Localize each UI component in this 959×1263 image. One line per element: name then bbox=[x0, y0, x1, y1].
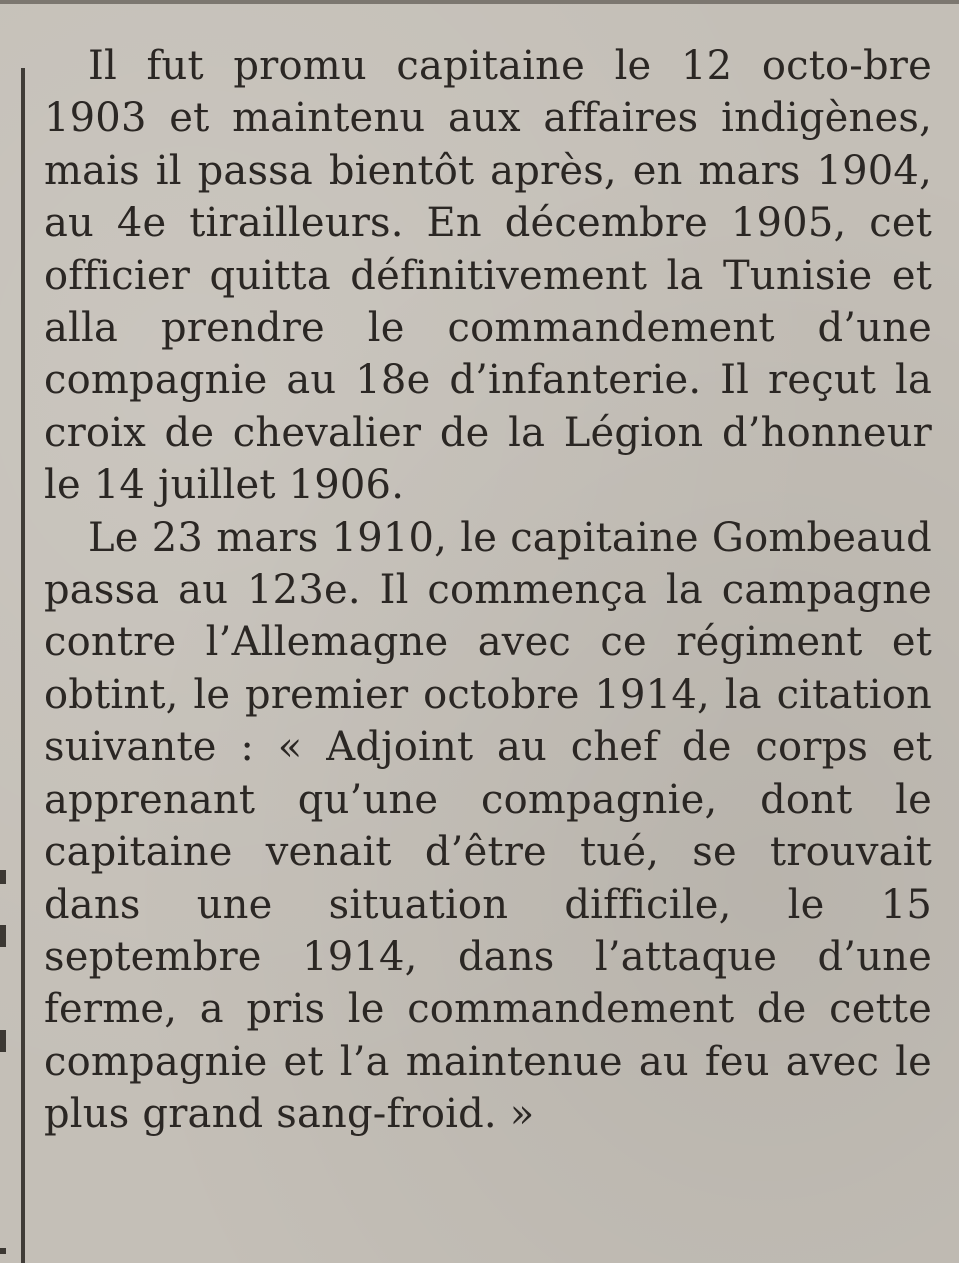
top-rule bbox=[0, 0, 959, 4]
edge-mark bbox=[0, 870, 6, 884]
edge-mark bbox=[0, 1030, 6, 1052]
column-rule bbox=[21, 68, 25, 1263]
paragraph: Le 23 mars 1910, le capitaine Gombeaud passa au 123e. Il commença la campagne contre l’Allemagne avec ce régiment et obtint, le premier octobre 1914, la citation suivante : « Adjoint au chef de corps et apprenant qu’une compagnie, dont le capitaine venait d’être tué, se trouvait dans une situation difficile, le 15 septembre 1914, dans l’attaque d’une ferme, a pris le commandement de cette compagnie et l’a maintenue au feu avec le plus grand sang-froid. » bbox=[44, 514, 932, 1138]
article-text bbox=[44, 40, 932, 1141]
edge-mark bbox=[0, 925, 6, 947]
adjacent-column-edge bbox=[0, 0, 14, 1263]
paragraph: Il fut promu capitaine le 12 octo-bre 1903 et maintenu aux affaires indigènes, mais il passa bientôt après, en mars 1904, au 4e tirailleurs. En décembre 1905, cet officier quitta définitivement la Tunisie et alla prendre le commandement d’une compagnie au 18e d’infanterie. Il reçut la croix de chevalier de la Légion d’honneur le 14 juillet 1906. bbox=[44, 43, 932, 509]
edge-mark bbox=[0, 1248, 6, 1254]
